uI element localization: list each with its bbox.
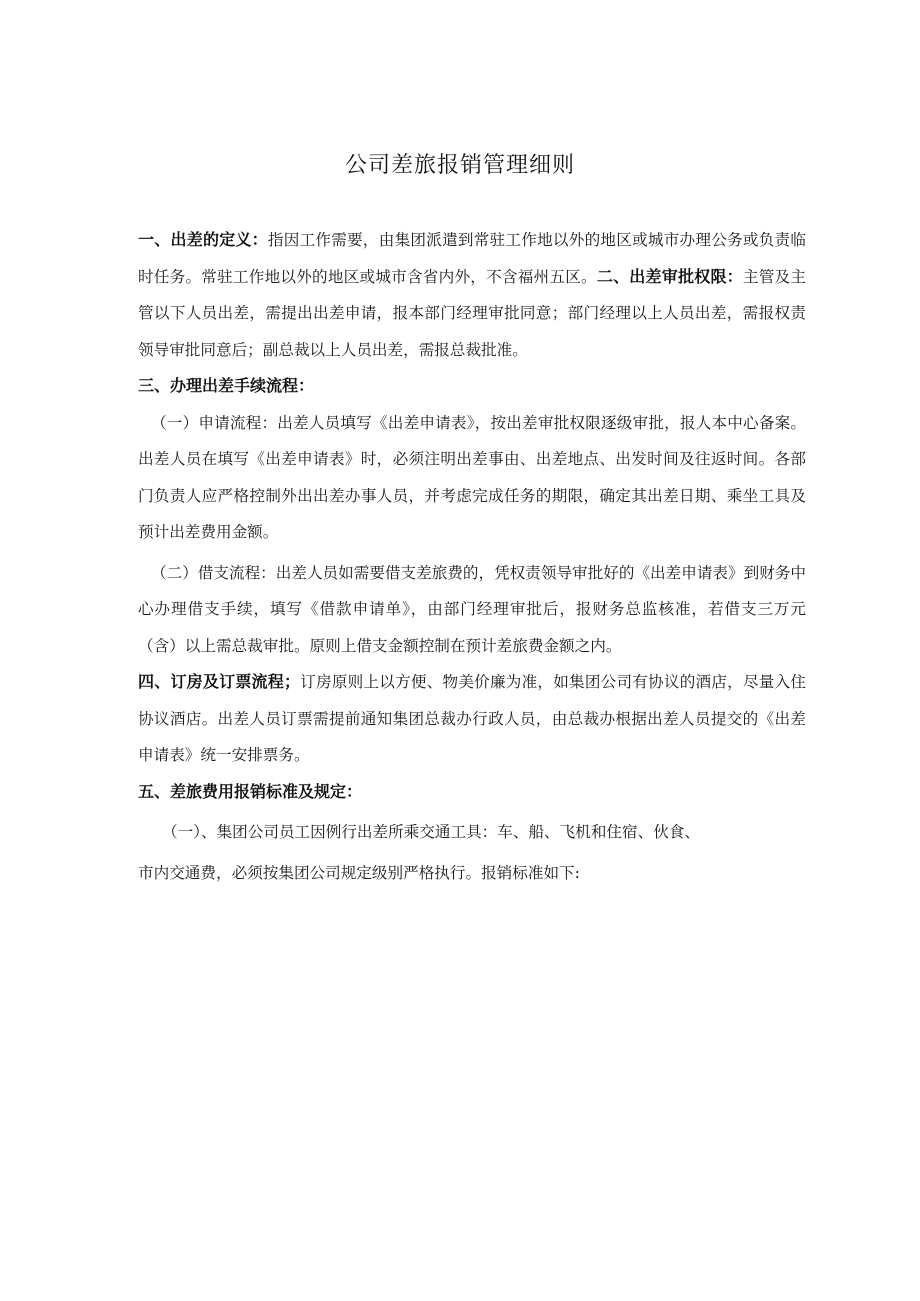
heading-approval: 二、出差审批权限： — [596, 266, 743, 286]
paragraph-standards-line1: （一）、集团公司员工因例行出差所乘交通工具：车、船、飞机和住宿、伙食、 — [162, 823, 700, 841]
document-body — [138, 222, 806, 891]
heading-standards: 五、差旅费用报销标准及规定： — [138, 781, 363, 801]
paragraph-standards-line2: 市内交通费，必须按集团公司规定级别严格执行。报销标准如下: — [138, 863, 580, 882]
heading-booking: 四、订房及订票流程； — [138, 672, 300, 691]
paragraph-standards-heading — [138, 774, 806, 811]
text-approval: 主管及主管以下人员出差，需提出出差申请，报本部门经理审批同意；部门经理以上人员出差，需报权责领导审批同意后；副总裁以上人员出差，需报总裁批准。 — [138, 267, 806, 359]
heading-definition: 一、出差的定义： — [138, 230, 268, 249]
paragraph-procedure-heading — [138, 368, 806, 405]
paragraph-booking — [138, 664, 806, 774]
document-title: 公司差旅报销管理细则 — [344, 153, 575, 178]
paragraph-definition — [138, 222, 806, 368]
paragraph-borrowing-process: （二）借支流程：出差人员如需要借支差旅费的，凭权责领导审批好的《出差申请表》到财务中心办理借支手续，填写《借款申请单》，由部门经理审批后，报财务总监核准，若借支三万元（含）以上需总裁审批。原则上借支金额控制在预计差旅费金额之内。 — [138, 563, 806, 655]
heading-procedure: 三、办理出差手续流程： — [138, 376, 315, 395]
text-booking: 订房原则上以方便、物美价廉为准，如集团公司有协议的酒店，尽量入住协议酒店。出差人员订票需提前通知集团总裁办行政人员，由总裁办根据出差人员提交的《出差申请表》统一安排票务。 — [138, 673, 806, 764]
paragraph-application-process: （一）申请流程：出差人员填写《出差申请表》，按出差审批权限逐级审批，报人本中心备案。出差人员在填写《出差申请表》时，必须注明出差事由、出差地点、出发时间及往返时间。各部门负责人应严格控制外出出差办事人员，并考虑完成任务的期限，确定其出差日期、乘坐工具及预计出差费用金额。 — [138, 413, 806, 541]
text-definition: 指因工作需要，由集团派遣到常驻工作地以外的地区或城市办理公务或负责临时任务。常驻工作地以外的地区或城市含省内外，不含福州五区。 — [138, 231, 806, 286]
